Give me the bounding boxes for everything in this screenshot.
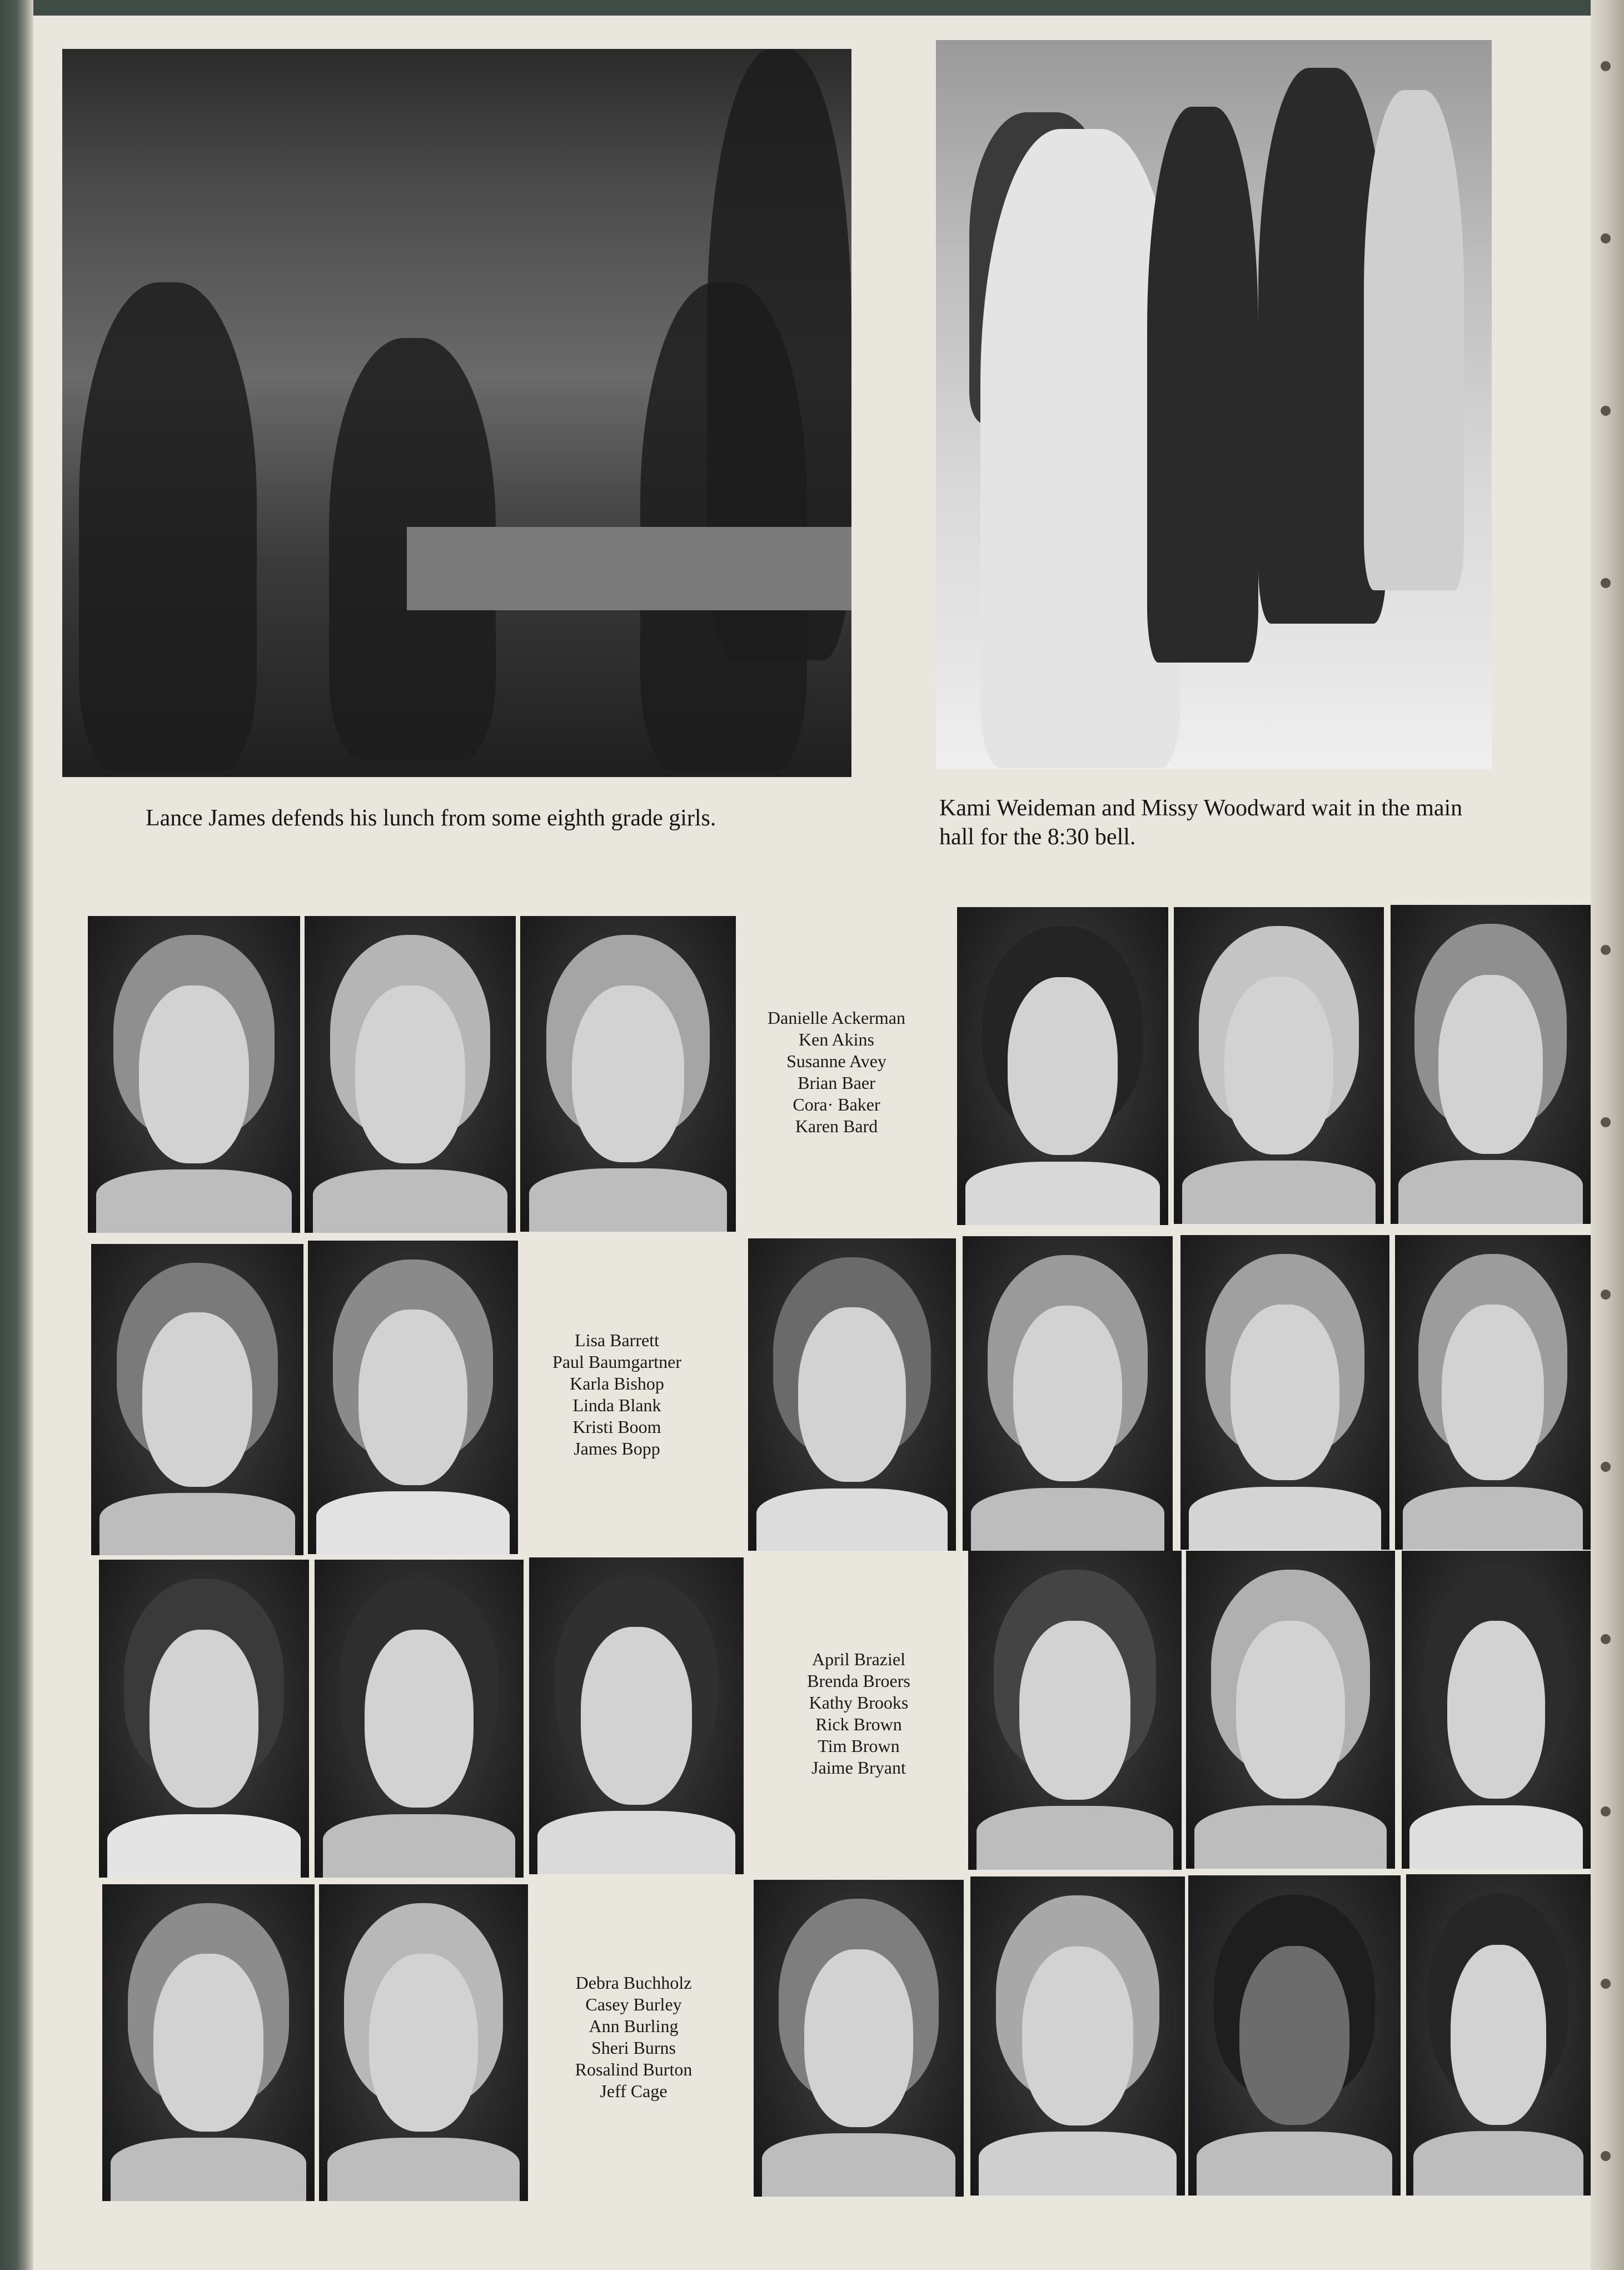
student-name: Kathy Brooks xyxy=(809,1692,909,1713)
portrait xyxy=(748,1238,956,1551)
student-name: Kristi Boom xyxy=(572,1417,661,1437)
portrait xyxy=(1180,1235,1389,1550)
index-tab-marker xyxy=(1601,1806,1611,1816)
index-tab-marker xyxy=(1601,1117,1611,1127)
student-name: Karla Bishop xyxy=(570,1373,664,1393)
name-list-1 xyxy=(739,1007,934,1137)
student-name: Ken Akins xyxy=(799,1029,874,1049)
portrait xyxy=(970,1876,1185,2196)
index-tab-marker xyxy=(1601,578,1611,588)
portrait xyxy=(305,916,516,1233)
portrait xyxy=(529,1557,744,1874)
student-name: Tim Brown xyxy=(818,1736,900,1756)
index-tab-marker xyxy=(1601,1290,1611,1300)
student-name: Debra Buchholz xyxy=(575,1973,692,1993)
hallway-photo xyxy=(936,40,1492,769)
caption-left: Lance James defends his lunch from some eighth grade girls. xyxy=(146,805,716,831)
name-list-2 xyxy=(522,1330,711,1460)
portrait xyxy=(968,1551,1182,1870)
binding-edge-left xyxy=(0,0,33,2270)
student-name: Brian Baer xyxy=(798,1073,875,1093)
student-name: James Bopp xyxy=(574,1438,660,1458)
student-name: Rosalind Burton xyxy=(575,2059,693,2079)
portrait xyxy=(99,1560,309,1878)
portrait xyxy=(1402,1551,1591,1869)
index-tab-marker xyxy=(1601,406,1611,416)
index-tab-marker xyxy=(1601,2151,1611,2161)
index-tab-marker xyxy=(1601,945,1611,955)
student-name: Rick Brown xyxy=(815,1714,902,1734)
portrait xyxy=(315,1560,524,1878)
student-name: Danielle Ackerman xyxy=(768,1008,905,1028)
index-tab-marker xyxy=(1601,1462,1611,1472)
student-name: Linda Blank xyxy=(572,1395,661,1415)
caption-right: Kami Weideman and Missy Woodward wait in the main hall for the 8:30 bell. xyxy=(939,795,1463,850)
student-name: Ann Burling xyxy=(589,2016,679,2036)
page-edge-right xyxy=(1591,0,1624,2270)
portrait xyxy=(1188,1875,1401,2196)
index-tab-marker xyxy=(1601,1634,1611,1644)
portrait xyxy=(963,1236,1173,1551)
name-list-4 xyxy=(534,1972,734,2102)
student-name: Susanne Avey xyxy=(786,1051,886,1071)
student-name: Brenda Broers xyxy=(807,1671,910,1691)
portrait xyxy=(88,916,300,1233)
portrait xyxy=(91,1244,303,1555)
portrait xyxy=(957,907,1168,1225)
page-top-edge xyxy=(0,0,1624,16)
portrait xyxy=(1186,1551,1395,1869)
student-name: Jeff Cage xyxy=(600,2081,667,2101)
cafeteria-photo xyxy=(62,49,851,777)
portrait xyxy=(1395,1235,1591,1550)
student-name: Cora· Baker xyxy=(793,1094,880,1114)
index-tab-marker xyxy=(1601,1979,1611,1989)
name-list-3 xyxy=(750,1649,967,1779)
student-name: Paul Baumgartner xyxy=(552,1352,681,1372)
portrait xyxy=(1174,907,1384,1224)
portrait xyxy=(1406,1874,1591,2196)
student-name: Sheri Burns xyxy=(591,2038,676,2058)
portrait xyxy=(102,1884,315,2201)
portrait xyxy=(308,1241,518,1554)
portrait xyxy=(1391,905,1591,1224)
student-name: Karen Bard xyxy=(795,1116,878,1136)
index-tab-marker xyxy=(1601,61,1611,71)
student-name: April Braziel xyxy=(812,1649,905,1669)
portrait xyxy=(754,1880,964,2197)
index-tab-marker xyxy=(1601,233,1611,243)
student-name: Casey Burley xyxy=(585,1994,682,2014)
portrait xyxy=(520,916,736,1232)
student-name: Lisa Barrett xyxy=(575,1330,659,1350)
portrait xyxy=(319,1884,528,2201)
student-name: Jaime Bryant xyxy=(811,1758,906,1778)
